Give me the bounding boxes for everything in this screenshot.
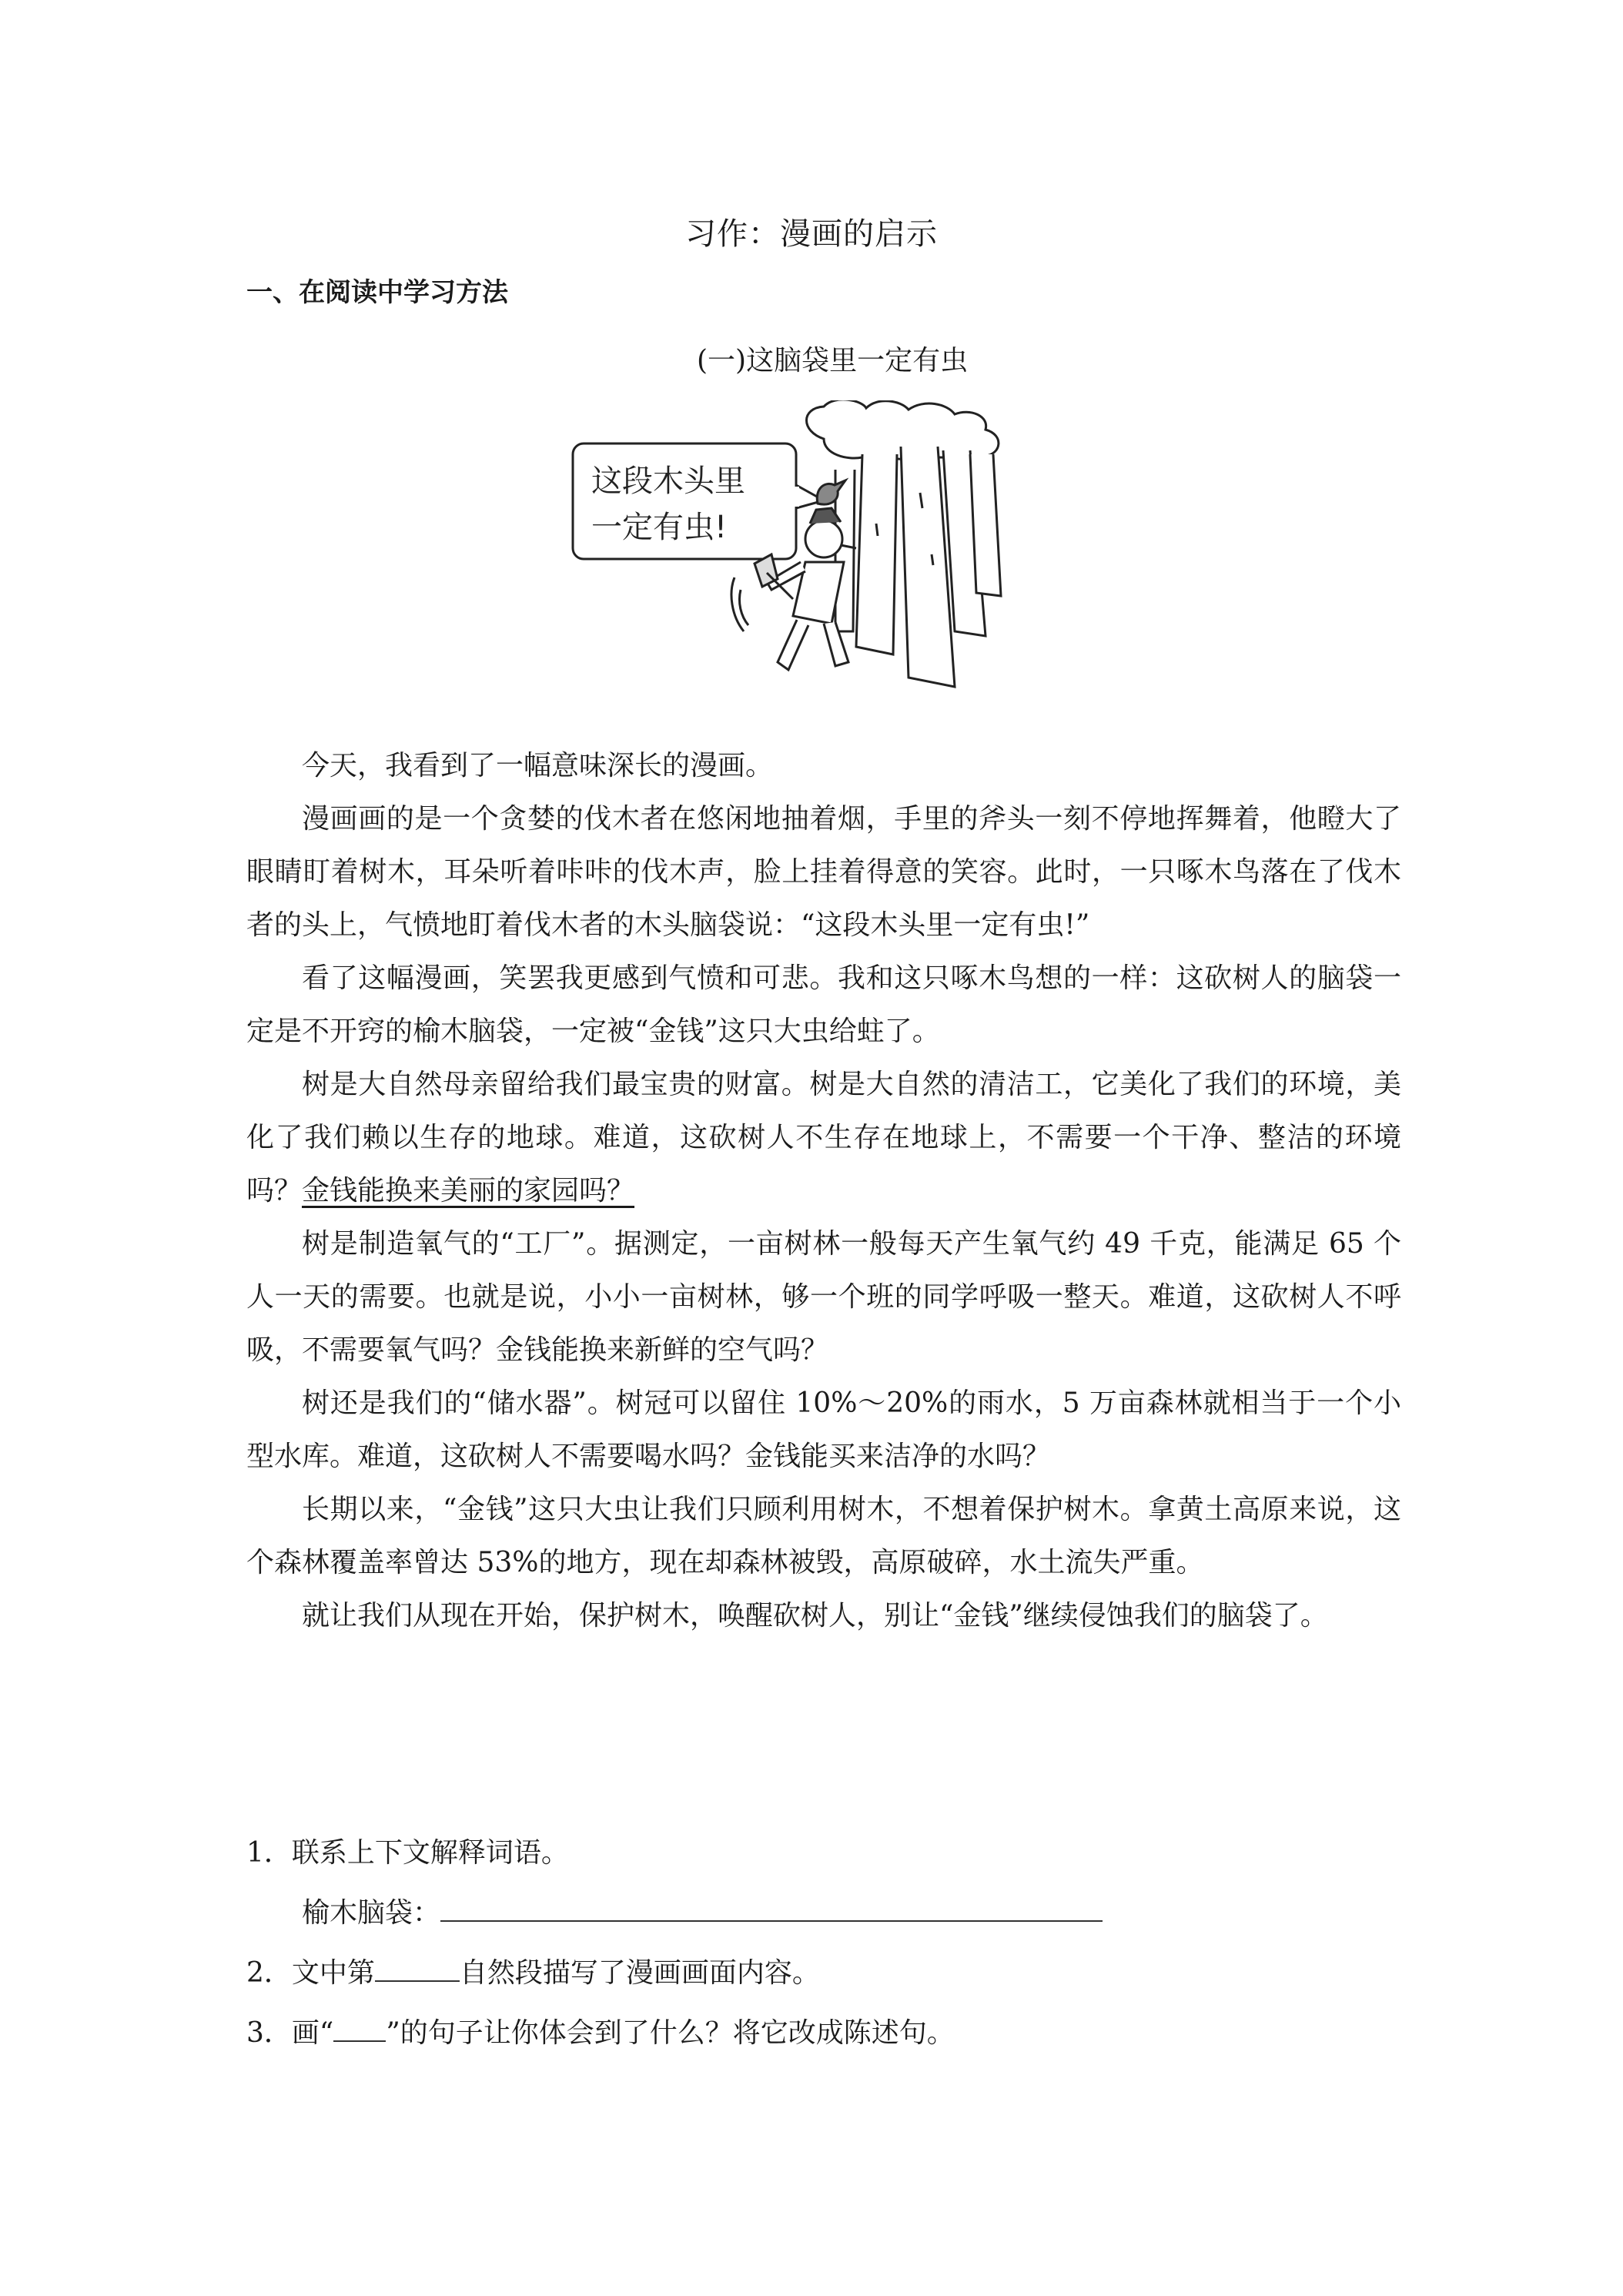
- question-3: [246, 2003, 1401, 2063]
- paragraph-8: 就让我们从现在开始，保护树木，唤醒砍树人，别让“金钱”继续侵蚀我们的脑袋了。: [302, 1600, 1328, 1632]
- section-heading: 一、在阅读中学习方法: [246, 277, 508, 308]
- page-title: 习作：漫画的启示: [685, 216, 938, 252]
- paragraph-3: 看了这幅漫画，笑罢我更感到气愤和可悲。我和这只啄木鸟想的一样：这砍树人的脑袋一定是不开窍的榆木脑袋，一定被“金钱”这只大虫给蛀了。: [246, 962, 1401, 1047]
- question-3-prefix: 3．画“: [246, 2017, 334, 2049]
- answer-blank-2[interactable]: [375, 1957, 460, 1982]
- underline-mark: [333, 2017, 386, 2042]
- paragraph-4-text: 树是大自然母亲留给我们最宝贵的财富。树是大自然的清洁工，它美化了我们的环境，美化了我们赖以生存的地球。难道，这砍树人不生存在地球上，不需要一个干净、整洁的环境吗？: [246, 1069, 1401, 1207]
- question-2-suffix: 自然段描写了漫画画面内容。: [459, 1957, 820, 1989]
- speech-line-2: 一定有虫!: [591, 510, 728, 545]
- paragraph-7: 长期以来，“金钱”这只大虫让我们只顾利用树木，不想着保护树木。拿黄土高原来说，这个森林覆盖率曾达 53%的地方，现在却森林被毁，高原破碎，水土流失严重。: [246, 1494, 1401, 1578]
- answer-blank-1[interactable]: [440, 1897, 1103, 1922]
- paragraph-4: [246, 1058, 1401, 1217]
- speech-line-1: 这段木头里: [591, 464, 745, 499]
- question-3-suffix: ”的句子让你体会到了什么？将它改成陈述句。: [386, 2017, 955, 2049]
- woodcutter-comic-illustration: [570, 400, 1062, 708]
- paragraph-1: 今天，我看到了一幅意味深长的漫画。: [302, 750, 774, 782]
- question-2-prefix: 2．文中第: [246, 1957, 375, 1989]
- questions-section: [246, 1823, 1401, 2063]
- paragraph-2: 漫画画的是一个贪婪的伐木者在悠闲地抽着烟，手里的斧头一刻不停地挥舞着，他瞪大了眼睛盯着树木，耳朵听着咔咔的伐木声，脸上挂着得意的笑容。此时，一只啄木鸟落在了伐木者的头上，气愤地盯着伐木者的木头脑袋说：“这段木头里一定有虫!”: [246, 803, 1401, 941]
- paragraph-5: 树是制造氧气的“工厂”。据测定，一亩树林一般每天产生氧气约 49 千克，能满足 65 个人一天的需要。也就是说，小小一亩树林，够一个班的同学呼吸一整天。难道，这砍树人不呼吸，不需要氧气吗？金钱能换来新鲜的空气吗？: [246, 1228, 1401, 1366]
- tree-trunks: [835, 447, 1001, 687]
- question-1-answer-line: [246, 1883, 1401, 1943]
- underlined-sentence: 金钱能换来美丽的家园吗？: [302, 1175, 635, 1207]
- passage-subtitle: (一)这脑袋里一定有虫: [697, 345, 969, 377]
- speech-bubble: [573, 443, 824, 559]
- passage-body: [246, 739, 1401, 1642]
- paragraph-6: 树还是我们的“储水器”。树冠可以留住 10%～20%的雨水，5 万亩森林就相当于一个小型水库。难道，这砍树人不需要喝水吗？金钱能买来洁净的水吗？: [246, 1387, 1401, 1472]
- question-1: 1．联系上下文解释词语。: [246, 1837, 569, 1869]
- question-1-term: 榆木脑袋：: [302, 1897, 441, 1929]
- question-2: [246, 1943, 1401, 2003]
